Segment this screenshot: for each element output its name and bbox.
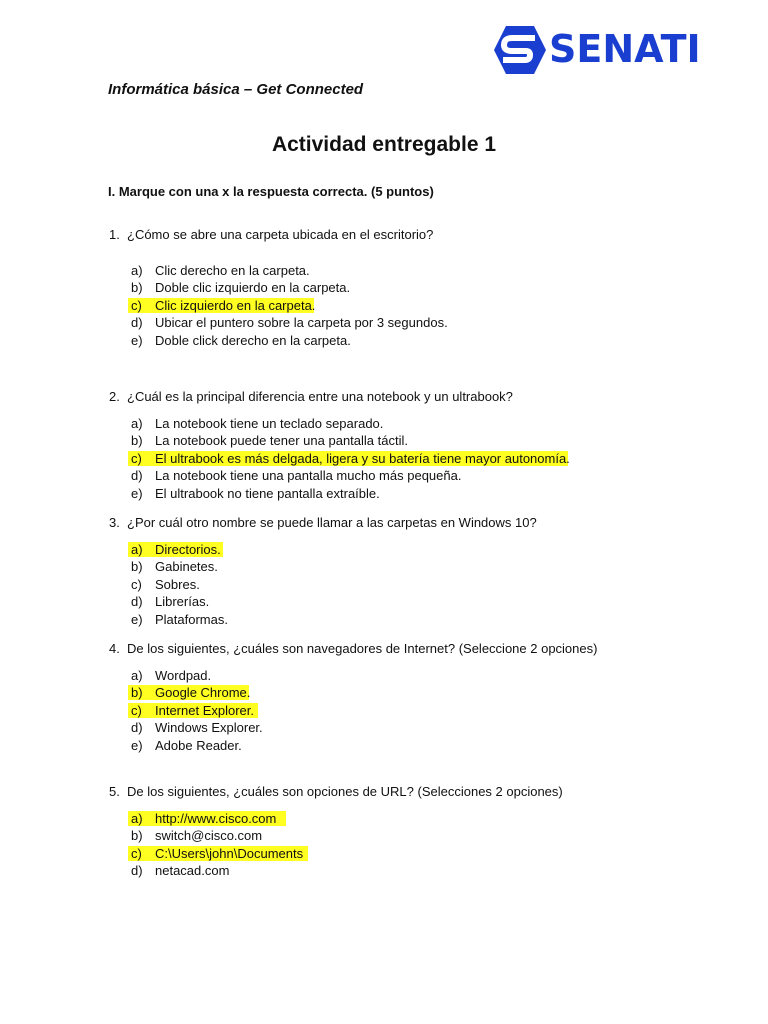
option-text: Directorios. xyxy=(155,541,221,557)
option[interactable] xyxy=(0,667,768,685)
option[interactable] xyxy=(0,737,768,755)
option-text: Plataformas. xyxy=(155,611,228,627)
option-text: La notebook tiene un teclado separado. xyxy=(155,415,384,431)
option-letter: a) xyxy=(131,667,143,683)
option[interactable] xyxy=(0,332,768,350)
option-text: switch@cisco.com xyxy=(155,828,263,844)
page-title: Actividad entregable 1 xyxy=(271,133,497,156)
option-letter: b) xyxy=(131,559,143,575)
question-1 xyxy=(0,226,768,350)
option-text: Ubicar el puntero sobre la carpeta por 3 segundos. xyxy=(155,315,448,331)
option-letter: a) xyxy=(131,262,143,278)
option-text: Clic izquierdo en la carpeta. xyxy=(155,297,316,313)
option-text: Adobe Reader. xyxy=(155,737,242,753)
brand-name: SENATI xyxy=(549,27,701,71)
option-letter: d) xyxy=(131,720,143,736)
option[interactable] xyxy=(0,262,768,280)
option-text: Google Chrome. xyxy=(155,685,251,701)
question-number: 5. xyxy=(109,784,120,799)
question-text: De los siguientes, ¿cuáles son opciones de URL? (Selecciones 2 opciones) xyxy=(127,784,563,799)
option-text: Sobres. xyxy=(155,576,200,592)
option[interactable] xyxy=(0,279,768,297)
option-correct[interactable] xyxy=(0,297,768,315)
question-text: ¿Por cuál otro nombre se puede llamar a las carpetas en Windows 10? xyxy=(127,515,537,530)
option[interactable] xyxy=(0,593,768,611)
option-letter: c) xyxy=(131,576,142,592)
option-letter: d) xyxy=(131,863,143,879)
option-letter: c) xyxy=(131,702,142,718)
option-text: Wordpad. xyxy=(155,667,212,683)
option-text: El ultrabook es más delgada, ligera y su batería tiene mayor autonomía. xyxy=(155,450,570,466)
option-letter: a) xyxy=(131,541,143,557)
option[interactable] xyxy=(0,576,768,594)
question-number: 1. xyxy=(109,227,120,242)
option-text: La notebook puede tener una pantalla táctil. xyxy=(155,433,408,449)
question-text: ¿Cómo se abre una carpeta ubicada en el escritorio? xyxy=(127,227,434,242)
option-text: Doble clic izquierdo en la carpeta. xyxy=(155,280,351,296)
option-letter: d) xyxy=(131,315,143,331)
option-text: Internet Explorer. xyxy=(155,702,254,718)
option-correct[interactable] xyxy=(0,845,768,863)
question-2 xyxy=(0,388,768,503)
option-text: Doble click derecho en la carpeta. xyxy=(155,332,351,348)
option-text: El ultrabook no tiene pantalla extraíble. xyxy=(155,485,380,501)
option-letter: a) xyxy=(131,415,143,431)
option-letter: e) xyxy=(131,485,143,501)
option-letter: e) xyxy=(131,737,143,753)
option[interactable] xyxy=(0,314,768,332)
option-letter: e) xyxy=(131,332,143,348)
option-letter: d) xyxy=(131,468,143,484)
question-number: 2. xyxy=(109,389,120,404)
option-text: Gabinetes. xyxy=(155,559,218,575)
option-text: La notebook tiene una pantalla mucho más pequeña. xyxy=(155,468,462,484)
option-text: http://www.cisco.com xyxy=(155,810,277,826)
option-text: netacad.com xyxy=(155,863,230,879)
option-letter: b) xyxy=(131,433,143,449)
option-text: C:\Users\john\Documents xyxy=(155,845,304,861)
option-correct[interactable] xyxy=(0,450,768,468)
section-instructions: I. Marque con una x la respuesta correcta. (5 puntos) xyxy=(108,184,434,199)
question-3 xyxy=(0,514,768,629)
option-letter: d) xyxy=(131,594,143,610)
option-letter: b) xyxy=(131,280,143,296)
option[interactable] xyxy=(0,485,768,503)
option[interactable] xyxy=(0,467,768,485)
question-5 xyxy=(0,783,768,880)
option-letter: e) xyxy=(131,611,143,627)
question-4 xyxy=(0,640,768,755)
option[interactable] xyxy=(0,827,768,845)
option-text: Librerías. xyxy=(155,594,210,610)
option-text: Clic derecho en la carpeta. xyxy=(155,262,310,278)
option[interactable] xyxy=(0,862,768,880)
question-number: 3. xyxy=(109,515,120,530)
option-letter: b) xyxy=(131,828,143,844)
option[interactable] xyxy=(0,719,768,737)
option-letter: c) xyxy=(131,450,142,466)
course-title: Informática básica – Get Connected xyxy=(108,81,364,98)
option-text: Windows Explorer. xyxy=(155,720,263,736)
question-text: De los siguientes, ¿cuáles son navegadores de Internet? (Seleccione 2 opciones) xyxy=(127,641,598,656)
option-letter: c) xyxy=(131,297,142,313)
option-letter: a) xyxy=(131,810,143,826)
option[interactable] xyxy=(0,611,768,629)
option-letter: c) xyxy=(131,845,142,861)
option[interactable] xyxy=(0,415,768,433)
option-letter: b) xyxy=(131,685,143,701)
question-number: 4. xyxy=(109,641,120,656)
option[interactable] xyxy=(0,432,768,450)
option-correct[interactable] xyxy=(0,684,768,702)
option[interactable] xyxy=(0,558,768,576)
option-correct[interactable] xyxy=(0,702,768,720)
question-text: ¿Cuál es la principal diferencia entre una notebook y un ultrabook? xyxy=(127,389,513,404)
option-correct[interactable] xyxy=(0,541,768,559)
option-correct[interactable] xyxy=(0,810,768,828)
